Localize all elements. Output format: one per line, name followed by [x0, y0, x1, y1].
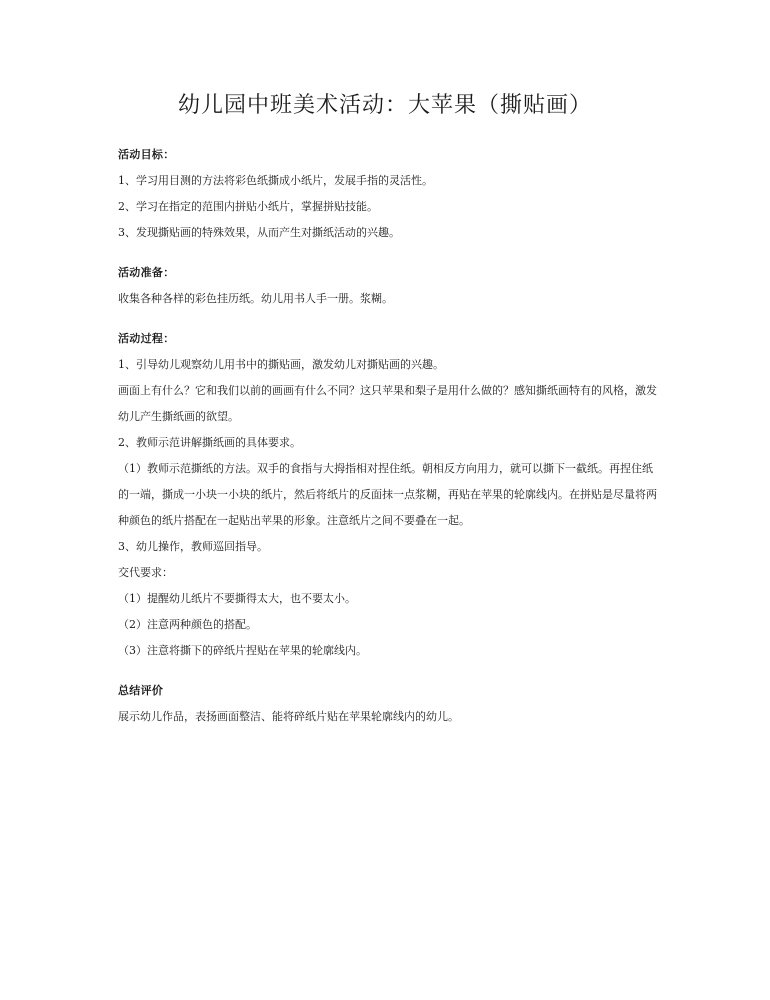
summary-heading: 总结评价 — [118, 684, 164, 697]
requirement-item: （2）注意两种颜色的搭配。 — [118, 618, 257, 631]
requirements-label: 交代要求： — [118, 566, 173, 579]
goals-heading: 活动目标： — [118, 148, 175, 161]
process-step-2: 2、教师示范讲解撕纸画的具体要求。 — [118, 436, 301, 449]
prep-text: 收集各种各样的彩色挂历纸。幼儿用书人手一册。浆糊。 — [118, 292, 393, 305]
document-body — [118, 142, 658, 730]
goal-item: 2、学习在指定的范围内拼贴小纸片，掌握拼贴技能。 — [118, 200, 378, 213]
document-title: 幼儿园中班美术活动：大苹果（撕贴画） — [177, 93, 592, 118]
requirement-item: （3）注意将撕下的碎纸片捏贴在苹果的轮廓线内。 — [118, 644, 367, 657]
goal-item: 3、发现撕贴画的特殊效果，从而产生对撕纸活动的兴趣。 — [118, 226, 400, 239]
process-heading: 活动过程： — [118, 332, 175, 345]
process-step-1-detail: 画面上有什么？它和我们以前的画画有什么不同？这只苹果和梨子是用什么做的？感知撕纸画特有的风格，激发幼儿产生撕纸画的欲望。 — [118, 384, 657, 423]
process-step-2-detail: （1）教师示范撕纸的方法。双手的食指与大拇指相对捏住纸。朝相反方向用力，就可以撕下一截纸。再捏住纸的一端，撕成一小块一小块的纸片，然后将纸片的反面抹一点浆糊，再贴在苹果的轮廓线内。在拼贴是尽量将两种颜色的纸片搭配在一起贴出苹果的形象。注意纸片之间不要叠在一起。 — [118, 462, 657, 527]
process-step-1: 1、引导幼儿观察幼儿用书中的撕贴画，激发幼儿对撕贴画的兴趣。 — [118, 358, 444, 371]
prep-heading: 活动准备： — [118, 266, 175, 279]
section-spacer — [118, 246, 658, 260]
process-step-3: 3、幼儿操作，教师巡回指导。 — [118, 540, 268, 553]
section-spacer — [118, 664, 658, 678]
summary-text: 展示幼儿作品，表扬画面整洁、能将碎纸片贴在苹果轮廓线内的幼儿。 — [118, 710, 459, 723]
goal-item: 1、学习用目测的方法将彩色纸撕成小纸片，发展手指的灵活性。 — [118, 174, 433, 187]
requirement-item: （1）提醒幼儿纸片不要撕得太大，也不要太小。 — [118, 592, 356, 605]
section-spacer — [118, 312, 658, 326]
